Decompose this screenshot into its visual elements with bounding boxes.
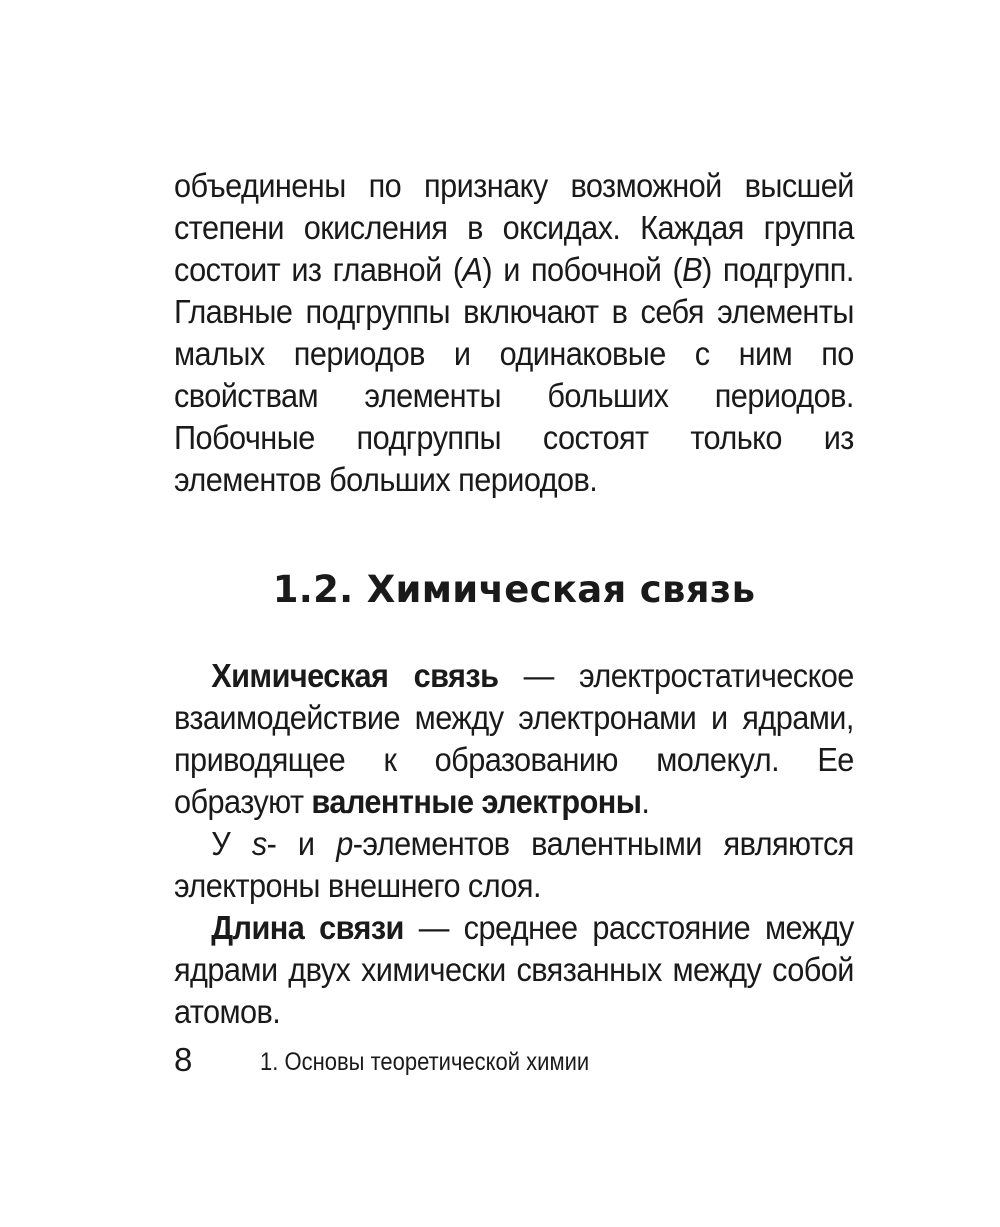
section-heading: 1.2. Химическая связь [272, 568, 756, 611]
subgroup-a-label: A [462, 251, 483, 288]
subgroup-b-label: B [682, 251, 703, 288]
intro-text-3: ) подгрупп. Главные подгруппы включают в себя элементы малых периодов и одинаковые с ним по свойствам элементы больших периодов. Побочные подгруппы состоят только из элементов больших периодов. [174, 251, 854, 498]
intro-paragraph [174, 165, 854, 501]
valence-mid: - и [266, 825, 337, 862]
bond-length-text: — среднее расстояние между ядрами двух химически связанных между собой атомов. [174, 909, 854, 1030]
s-element-label: s [251, 825, 267, 862]
term-chemical-bond: Химическая связь [211, 657, 499, 694]
bond-definition-paragraph [174, 655, 854, 823]
running-head: 1. Основы теоретической химии [260, 1048, 590, 1076]
term-bond-length: Длина связи [211, 909, 404, 946]
p-element-label: p [336, 825, 353, 862]
valence-prefix: У [211, 825, 252, 862]
intro-text-1: объединены по признаку возможной высшей степени окисления в оксидах. Каждая группа состоит из главной ( [174, 167, 854, 288]
page-body [174, 165, 854, 1033]
bond-definition-end: . [641, 783, 650, 820]
bond-length-paragraph [174, 907, 854, 1033]
valence-paragraph [174, 823, 854, 907]
page-number: 8 [174, 1041, 193, 1078]
intro-text-2: ) и побочной ( [482, 251, 683, 288]
bond-definition-text: — электростатическое взаимодействие между электронами и ядрами, приводящее к образованию молекул. Ее образуют [174, 657, 854, 820]
valence-text: -элементов валентными являются электроны внешнего слоя. [174, 825, 854, 904]
term-valence-electrons: валентные электроны [311, 783, 642, 820]
page-footer [174, 1040, 854, 1080]
